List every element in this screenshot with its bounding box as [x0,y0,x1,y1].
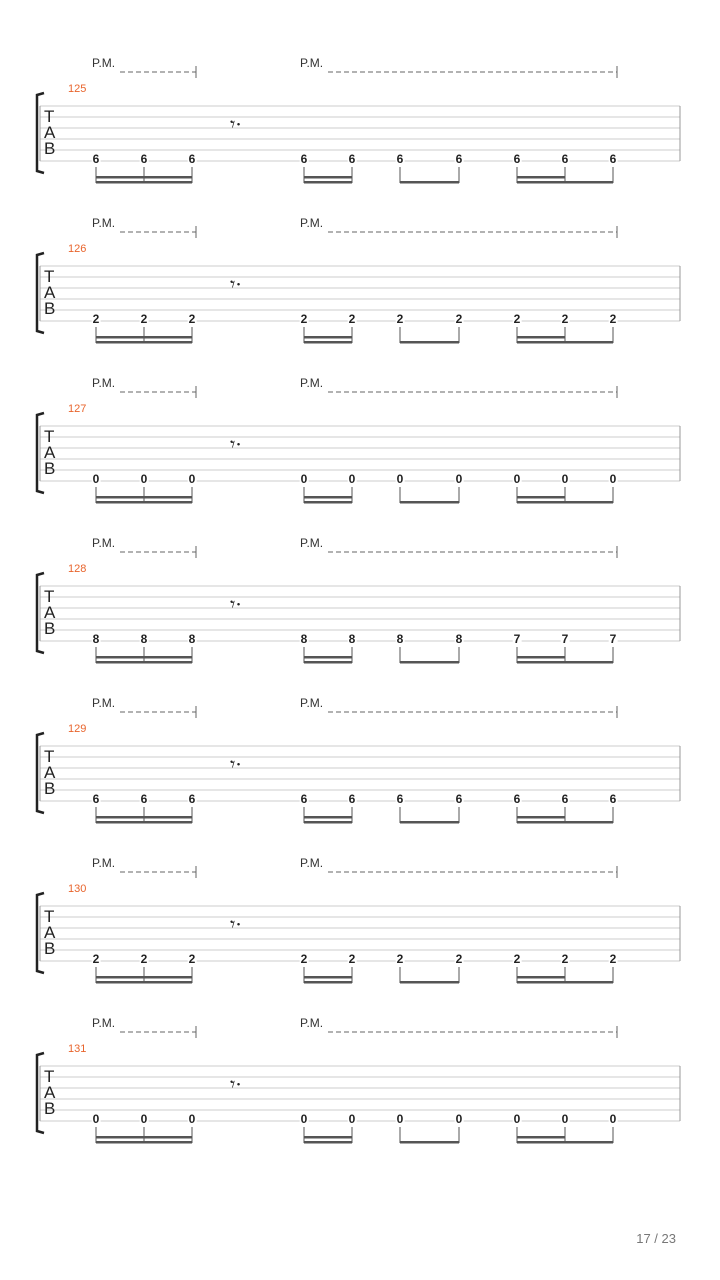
tab-clef-letter: T [44,427,55,446]
palm-mute-label: P.M. [300,216,324,230]
fret-number: 8 [348,632,356,646]
measure-number: 130 [68,883,87,895]
fret-number: 2 [396,952,404,966]
fret-number: 0 [188,472,196,486]
beam-secondary [96,496,192,499]
beam-primary [517,981,613,984]
tab-staff [0,1015,720,1175]
beam-secondary [517,176,565,179]
tab-clef-letter: T [44,587,55,606]
beam-secondary [304,336,352,339]
beam-primary [96,181,192,184]
fret-number: 6 [561,792,569,806]
beam-primary [304,981,352,984]
beam-primary [96,661,192,664]
beam-primary [304,501,352,504]
fret-number: 0 [455,472,463,486]
tab-system [0,215,720,375]
beam-secondary [96,176,192,179]
beam-primary [304,181,352,184]
fret-number: 6 [609,152,617,166]
beam-secondary [517,976,565,979]
fret-number: 6 [513,152,521,166]
fret-number: 6 [396,152,404,166]
measure-number: 127 [68,403,87,415]
beam-secondary [304,976,352,979]
tab-clef-letter: T [44,1067,55,1086]
beam-secondary [96,656,192,659]
tab-clef-letter: A [44,443,56,462]
tab-staff [0,375,720,535]
beam-secondary [517,336,565,339]
fret-number: 0 [561,472,569,486]
fret-number: 0 [396,472,404,486]
fret-number: 0 [561,1112,569,1126]
tab-staff [0,695,720,855]
fret-number: 8 [455,632,463,646]
tab-staff [0,855,720,1015]
beam-primary [96,501,192,504]
fret-number: 2 [455,952,463,966]
fret-number: 2 [348,312,356,326]
palm-mute-label: P.M. [92,56,116,70]
beam-secondary [96,976,192,979]
fret-number: 6 [300,792,308,806]
fret-number: 6 [513,792,521,806]
fret-number: 2 [396,312,404,326]
fret-number: 0 [455,1112,463,1126]
eighth-rest-dotted: 𝄾· [230,1072,242,1096]
palm-mute-label: P.M. [92,1016,116,1030]
tab-clef-letter: B [44,619,56,638]
tab-system [0,1015,720,1175]
fret-number: 2 [188,952,196,966]
fret-number: 2 [513,952,521,966]
palm-mute-label: P.M. [92,216,116,230]
palm-mute-label: P.M. [300,536,324,550]
beam-primary [517,181,613,184]
eighth-rest-dotted: 𝄾· [230,432,242,456]
measure-number: 125 [68,83,87,95]
beam-secondary [304,656,352,659]
fret-number: 2 [140,312,148,326]
tab-clef-letter: T [44,747,55,766]
fret-number: 2 [455,312,463,326]
fret-number: 2 [561,952,569,966]
beam-primary [304,661,352,664]
fret-number: 2 [348,952,356,966]
fret-number: 6 [92,152,100,166]
tab-system [0,535,720,695]
beam-secondary [304,176,352,179]
fret-number: 6 [140,152,148,166]
fret-number: 0 [348,1112,356,1126]
fret-number: 2 [300,312,308,326]
beam-secondary [517,656,565,659]
fret-number: 6 [188,152,196,166]
fret-number: 0 [140,1112,148,1126]
fret-number: 8 [188,632,196,646]
tab-clef-letter: A [44,603,56,622]
palm-mute-label: P.M. [92,696,116,710]
beam-secondary [517,1136,565,1139]
measure-number: 129 [68,723,87,735]
tab-system [0,55,720,215]
fret-number: 8 [396,632,404,646]
fret-number: 0 [188,1112,196,1126]
beam-primary [400,501,459,504]
eighth-rest-dotted: 𝄾· [230,112,242,136]
tab-staff [0,55,720,215]
measure-number: 131 [68,1043,87,1055]
tab-system [0,855,720,1015]
fret-number: 2 [188,312,196,326]
fret-number: 2 [300,952,308,966]
tab-clef-letter: B [44,139,56,158]
beam-primary [96,1141,192,1144]
beam-primary [304,821,352,824]
fret-number: 2 [513,312,521,326]
eighth-rest-dotted: 𝄾· [230,592,242,616]
tab-clef-letter: B [44,459,56,478]
beam-secondary [517,816,565,819]
tab-clef-letter: A [44,283,56,302]
fret-number: 6 [188,792,196,806]
palm-mute-label: P.M. [300,1016,324,1030]
palm-mute-label: P.M. [300,696,324,710]
beam-primary [304,341,352,344]
fret-number: 8 [300,632,308,646]
beam-primary [96,341,192,344]
fret-number: 0 [140,472,148,486]
beam-primary [400,341,459,344]
tab-clef-letter: A [44,763,56,782]
beam-secondary [96,336,192,339]
tab-clef-letter: T [44,267,55,286]
beam-primary [517,661,613,664]
tab-clef-letter: A [44,923,56,942]
fret-number: 6 [300,152,308,166]
beam-primary [517,501,613,504]
tab-staff [0,215,720,375]
beam-primary [517,821,613,824]
tab-clef-letter: A [44,123,56,142]
fret-number: 8 [92,632,100,646]
fret-number: 0 [609,472,617,486]
beam-secondary [304,816,352,819]
page-number: 17 / 23 [636,1231,676,1246]
fret-number: 7 [609,632,617,646]
fret-number: 2 [92,312,100,326]
eighth-rest-dotted: 𝄾· [230,912,242,936]
fret-number: 6 [396,792,404,806]
tab-clef-letter: B [44,1099,56,1118]
tab-system [0,375,720,535]
fret-number: 6 [348,152,356,166]
fret-number: 6 [92,792,100,806]
beam-primary [400,821,459,824]
palm-mute-label: P.M. [92,536,116,550]
fret-number: 0 [513,1112,521,1126]
fret-number: 6 [455,152,463,166]
tab-clef-letter: T [44,107,55,126]
fret-number: 6 [140,792,148,806]
beam-primary [517,341,613,344]
fret-number: 7 [513,632,521,646]
fret-number: 2 [609,952,617,966]
tab-clef-letter: B [44,939,56,958]
fret-number: 6 [455,792,463,806]
tab-clef-letter: B [44,779,56,798]
palm-mute-label: P.M. [92,856,116,870]
fret-number: 2 [609,312,617,326]
fret-number: 7 [561,632,569,646]
fret-number: 2 [92,952,100,966]
beam-primary [304,1141,352,1144]
beam-primary [400,181,459,184]
fret-number: 2 [140,952,148,966]
beam-secondary [96,1136,192,1139]
palm-mute-label: P.M. [300,56,324,70]
tab-system [0,695,720,855]
fret-number: 0 [348,472,356,486]
palm-mute-label: P.M. [92,376,116,390]
tab-clef-letter: B [44,299,56,318]
fret-number: 0 [513,472,521,486]
beam-primary [400,981,459,984]
beam-primary [400,1141,459,1144]
tab-clef-letter: A [44,1083,56,1102]
fret-number: 0 [396,1112,404,1126]
fret-number: 0 [92,472,100,486]
beam-primary [96,821,192,824]
beam-secondary [304,1136,352,1139]
fret-number: 6 [609,792,617,806]
fret-number: 0 [609,1112,617,1126]
palm-mute-label: P.M. [300,376,324,390]
fret-number: 6 [561,152,569,166]
eighth-rest-dotted: 𝄾· [230,752,242,776]
fret-number: 2 [561,312,569,326]
fret-number: 0 [300,472,308,486]
fret-number: 8 [140,632,148,646]
beam-primary [400,661,459,664]
beam-primary [517,1141,613,1144]
tab-clef-letter: T [44,907,55,926]
beam-secondary [517,496,565,499]
eighth-rest-dotted: 𝄾· [230,272,242,296]
fret-number: 6 [348,792,356,806]
tab-staff [0,535,720,695]
measure-number: 128 [68,563,87,575]
beam-secondary [304,496,352,499]
beam-secondary [96,816,192,819]
fret-number: 0 [300,1112,308,1126]
beam-primary [96,981,192,984]
fret-number: 0 [92,1112,100,1126]
measure-number: 126 [68,243,87,255]
palm-mute-label: P.M. [300,856,324,870]
